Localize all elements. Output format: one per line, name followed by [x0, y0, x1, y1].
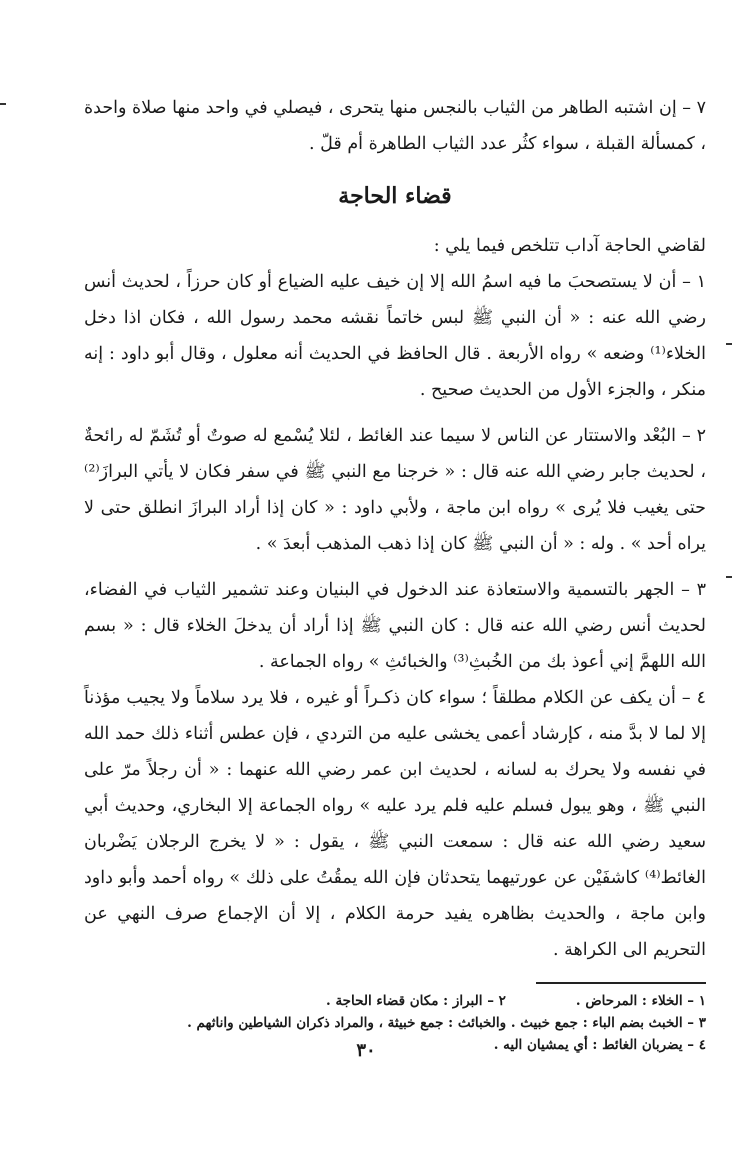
item-1: ١ – أن لا يستصحبَ ما فيه اسمُ الله إلا إن خيف عليه الضياع أو كان حرزاً ، لحديث أنس رضي الله عنه : « أن النبي ﷺ لبس خاتماً نقشه محمد رسول الله ، فكان اذا دخل الخلاء⁽¹⁾ وضعه » رواه الأربعة . قال الحافظ في الحديث أنه معلول ، وقال أبو داود : إنه منكر ، والجزء الأول من الحديث صحيح . [84, 272, 706, 400]
edge-mark-middle [726, 343, 732, 345]
edge-mark-top [0, 103, 6, 105]
footnote-2: ٢ – البراز : مكان قضاء الحاجة . [326, 993, 506, 1009]
page-number: ٣٠ [356, 1040, 376, 1061]
page-body [84, 90, 706, 1056]
footnote-4: ٤ – يضربان الغائط : أي يمشيان اليه . [493, 1037, 706, 1053]
section-heading: قضاء الحاجة [338, 183, 452, 209]
footnote-3: ٣ – الخبث بضم الباء : جمع خبيث . والخبائث : جمع خبيثة ، والمراد ذكران الشياطين واناثهم . [187, 1015, 706, 1031]
paragraph-7: ٧ – إن اشتبه الطاهر من الثياب بالنجس منها يتحرى ، فيصلي في واحد منها صلاة واحدة ، كمسألة القبلة ، سواء كثُر عدد الثياب الطاهرة أم قلّ . [84, 98, 706, 154]
item-2: ٢ – البُعْد والاستتار عن الناس لا سيما عند الغائط ، لئلا يُسْمع له صوتٌ أو تُشَمّ له رائحةٌ ، لحديث جابر رضي الله عنه قال : « خرجنا مع النبي ﷺ في سفر فكان لا يأتي البرازَ⁽²⁾ حتى يغيب فلا يُرى » رواه ابن ماجة ، ولأبي داود : « كان إذا أراد البرازَ انطلق حتى لا يراه أحد » . وله : « أن النبي ﷺ كان إذا ذهب المذهب أبعدَ » . [84, 426, 706, 554]
item-3: ٣ – الجهر بالتسمية والاستعاذة عند الدخول في البنيان وعند تشمير الثياب في الفضاء، لحديث أنس رضي الله عنه قال : كان النبي ﷺ إذا أراد أن يدخلَ الخلاء قال : « بسم الله اللهمَّ إني أعوذ بك من الخُبثِ⁽³⁾ والخبائثِ » رواه الجماعة . [84, 580, 706, 672]
footnote-divider [536, 982, 706, 984]
footnote-1: ١ – الخلاء : المرحاض . [575, 993, 706, 1009]
section-intro: لقاضي الحاجة آداب تتلخص فيما يلي : [433, 236, 706, 256]
item-4: ٤ – أن يكف عن الكلام مطلقاً ؛ سواء كان ذكـراً أو غيره ، فلا يرد سلاماً ولا يجيب مؤذناً إلا لما لا بدَّ منه ، كإرشاد أعمى يخشى عليه من التردي ، فإن عطس أثناء ذلك حمد الله في نفسه ولا يحرك به لسانه ، لحديث ابن عمر رضي الله عنهما : « أن رجلاً مرّ على النبي ﷺ ، وهو يبول فسلم عليه فلم يرد عليه » رواه الجماعة إلا البخاري، وحديث أبي سعيد رضي الله عنه قال : سمعت النبي ﷺ ، يقول : « لا يخرج الرجلان يَضْربان الغائط⁽⁴⁾ كاشفَيْن عن عورتيهما يتحدثان فإن الله يمقُتُ على ذلك » رواه أحمد وأبو داود وابن ماجة ، والحديث بظاهره يفيد حرمة الكلام ، إلا أن الإجماع صرف النهي عن التحريم الى الكراهة . [84, 688, 706, 960]
edge-mark-lower [726, 576, 732, 578]
